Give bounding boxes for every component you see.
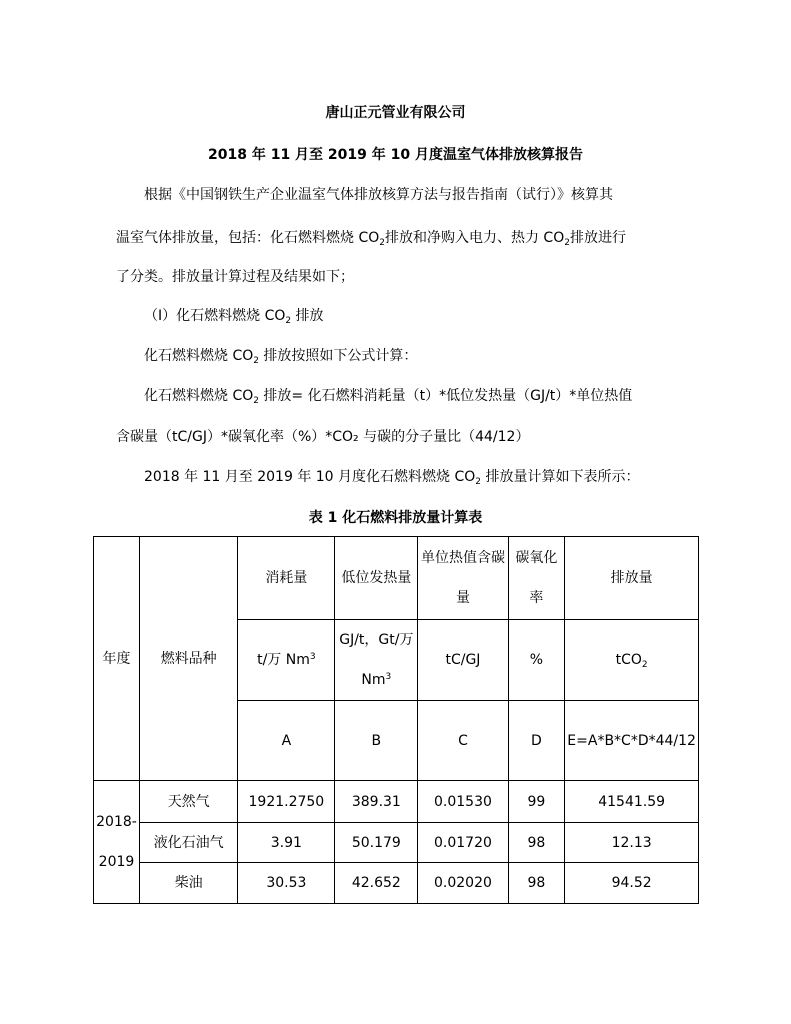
col-header-oxidation: 碳氧化率 <box>508 537 565 620</box>
col-header-consumption: 消耗量 <box>238 537 335 620</box>
intro-line-2: 温室气体排放量，包括：化石燃料燃烧 $CO_2$排放和净购入电力、热力 $CO_2$排放进行 <box>116 230 626 248</box>
oxidation-cell: 99 <box>508 781 565 823</box>
col-header-heat: 低位发热量 <box>335 537 418 620</box>
carbon-cell: 0.01530 <box>418 781 508 823</box>
table-row <box>94 823 699 863</box>
table-row <box>94 863 699 904</box>
code-c: C <box>418 701 508 781</box>
unit-consumption: t/万 Nm$^3$ <box>238 620 335 701</box>
calc-intro: 2018 年 11 月至 2019 年 10 月度化石燃料燃烧 $CO_2$ 排放量计算如下表所示： <box>144 469 640 487</box>
col-header-emission: 排放量 <box>565 537 699 620</box>
emission-cell: 94.52 <box>565 863 699 904</box>
col-header-carbon: 单位热值含碳量 <box>418 537 508 620</box>
fuel-cell: 液化石油气 <box>139 823 237 863</box>
heat-cell: 42.652 <box>335 863 418 904</box>
col-header-year: 年度 <box>94 537 140 781</box>
consumption-cell: 30.53 <box>238 863 335 904</box>
report-title: 2018 年 11 月至 2019 年 10 月度温室气体排放核算报告 <box>207 147 583 163</box>
table-caption: 表 1 化石燃料排放量计算表 <box>308 510 483 526</box>
heat-cell: 50.179 <box>335 823 418 863</box>
unit-emission: tCO$_2$ <box>565 620 699 701</box>
emission-table <box>93 536 699 904</box>
emission-cell: 12.13 <box>565 823 699 863</box>
unit-carbon: tC/GJ <box>418 620 508 701</box>
table-row <box>94 781 699 823</box>
carbon-cell: 0.01720 <box>418 823 508 863</box>
year-cell: 2018-2019 <box>94 781 140 904</box>
consumption-cell: 1921.2750 <box>238 781 335 823</box>
code-e: E=A*B*C*D*44/12 <box>565 701 699 781</box>
section-heading: （Ⅰ）化石燃料燃烧 $CO_2$ 排放 <box>144 308 324 326</box>
formula-line-1: 化石燃料燃烧 $CO_2$ 排放= 化石燃料消耗量（t）*低位发热量（GJ/t）*单位热值 <box>144 388 633 406</box>
code-a: A <box>238 701 335 781</box>
company-title: 唐山正元管业有限公司 <box>325 105 466 121</box>
fuel-cell: 天然气 <box>139 781 237 823</box>
heat-cell: 389.31 <box>335 781 418 823</box>
code-d: D <box>508 701 565 781</box>
col-header-fuel: 燃料品种 <box>139 537 237 781</box>
oxidation-cell: 98 <box>508 823 565 863</box>
unit-oxidation: % <box>508 620 565 701</box>
carbon-cell: 0.02020 <box>418 863 508 904</box>
consumption-cell: 3.91 <box>238 823 335 863</box>
unit-heat: GJ/t，Gt/万 Nm$^3$ <box>335 620 418 701</box>
oxidation-cell: 98 <box>508 863 565 904</box>
intro-line-3: 了分类。排放量计算过程及结果如下； <box>116 269 354 285</box>
intro-line-1: 根据《中国钢铁生产企业温室气体排放核算方法与报告指南（试行）》核算其 <box>144 187 613 203</box>
fuel-cell: 柴油 <box>139 863 237 904</box>
code-b: B <box>335 701 418 781</box>
header-row-names <box>94 537 699 620</box>
emission-cell: 41541.59 <box>565 781 699 823</box>
formula-intro: 化石燃料燃烧 $CO_2$ 排放按照如下公式计算： <box>144 348 418 366</box>
formula-line-2: 含碳量（tC/GJ）*碳氧化率（%）*CO₂ 与碳的分子量比（44/12） <box>116 429 530 445</box>
